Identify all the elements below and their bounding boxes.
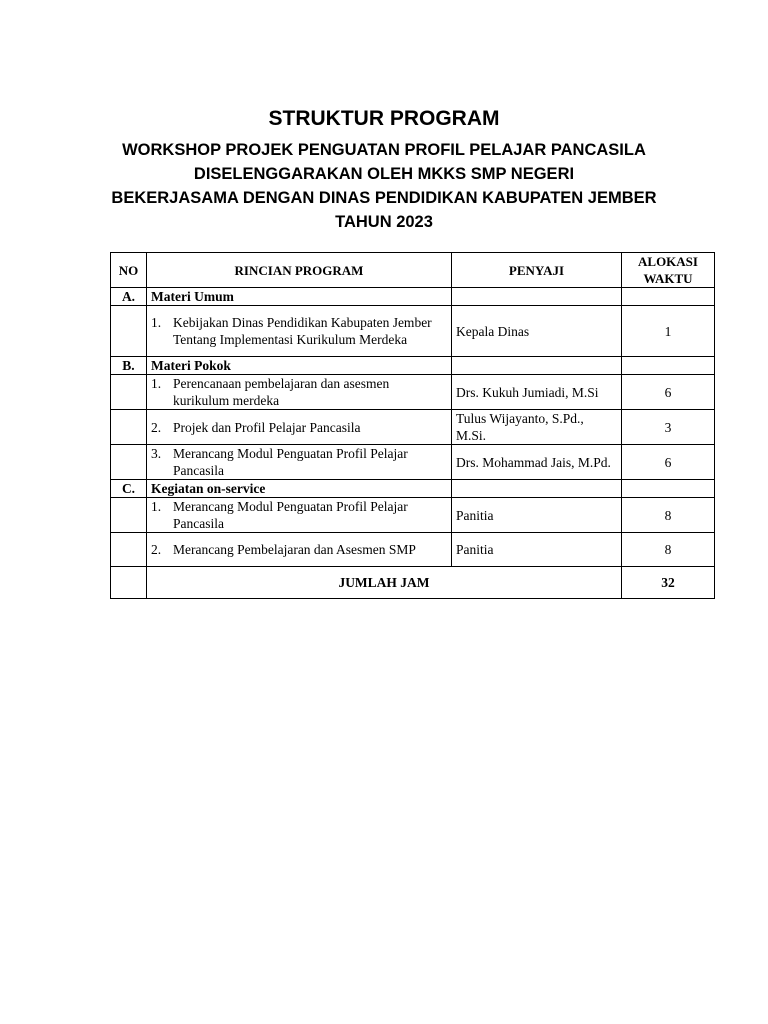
empty-cell: [111, 498, 147, 533]
document-heading: [0, 104, 768, 234]
empty-cell: [622, 288, 715, 306]
page-title: STRUKTUR PROGRAM: [268, 107, 500, 130]
table-row: [111, 533, 715, 567]
header-program: RINCIAN PROGRAM: [147, 253, 452, 288]
item-number: 2.: [151, 419, 162, 435]
empty-cell: [111, 445, 147, 480]
section-no: C.: [111, 480, 147, 498]
hours-cell: 8: [622, 498, 715, 533]
item-cell: [147, 533, 452, 567]
table-row: [111, 375, 715, 410]
item-number: 3.: [151, 446, 162, 461]
table-row: [111, 498, 715, 533]
header-time-line1: ALOKASI: [638, 254, 698, 269]
empty-cell: [111, 375, 147, 410]
header-time-line2: WAKTU: [643, 271, 693, 286]
section-row: [111, 480, 715, 498]
subtitle-line-1: WORKSHOP PROJEK PENGUATAN PROFIL PELAJAR PANCASILA: [122, 141, 646, 159]
item-text: Merancang Modul Penguatan Profil Pelajar Pancasila: [173, 446, 408, 478]
header-presenter: PENYAJI: [452, 253, 622, 288]
section-title: Materi Pokok: [147, 357, 452, 375]
presenter-cell: Drs. Kukuh Jumiadi, M.Si: [452, 375, 622, 410]
total-label: JUMLAH JAM: [147, 567, 622, 599]
item-text: Projek dan Profil Pelajar Pancasila: [173, 419, 361, 435]
presenter-cell: Kepala Dinas: [452, 306, 622, 357]
empty-cell: [452, 480, 622, 498]
section-no: B.: [111, 357, 147, 375]
empty-cell: [111, 410, 147, 445]
item-number: 1.: [151, 376, 162, 391]
subtitle-line-4: TAHUN 2023: [335, 213, 433, 231]
presenter-cell: Drs. Mohammad Jais, M.Pd.: [452, 445, 622, 480]
section-row: [111, 357, 715, 375]
header-time: [622, 253, 715, 288]
item-number: 1.: [151, 315, 162, 330]
section-no: A.: [111, 288, 147, 306]
table-row: [111, 306, 715, 357]
total-value: 32: [622, 567, 715, 599]
item-cell: [147, 410, 452, 445]
item-text: Merancang Pembelajaran dan Asesmen SMP: [173, 542, 416, 557]
header-no: NO: [111, 253, 147, 288]
hours-cell: 6: [622, 375, 715, 410]
hours-cell: 8: [622, 533, 715, 567]
table-row: [111, 410, 715, 445]
total-row: [111, 567, 715, 599]
subtitle-line-3: BEKERJASAMA DENGAN DINAS PENDIDIKAN KABUPATEN JEMBER: [111, 189, 657, 207]
presenter-cell: Panitia: [452, 498, 622, 533]
program-table: [110, 252, 715, 599]
item-text: Kebijakan Dinas Pendidikan Kabupaten Jember Tentang Implementasi Kurikulum Merdeka: [173, 315, 432, 347]
empty-cell: [111, 533, 147, 567]
item-cell: [147, 375, 452, 410]
empty-cell: [622, 480, 715, 498]
empty-cell: [452, 288, 622, 306]
item-number: 1.: [151, 499, 162, 514]
section-title: Kegiatan on-service: [147, 480, 452, 498]
table-row: [111, 445, 715, 480]
hours-cell: 6: [622, 445, 715, 480]
item-cell: [147, 306, 452, 357]
hours-cell: 3: [622, 410, 715, 445]
item-number: 2.: [151, 542, 162, 557]
table-header-row: [111, 253, 715, 288]
presenter-cell: Panitia: [452, 533, 622, 567]
subtitle-line-2: DISELENGGARAKAN OLEH MKKS SMP NEGERI: [193, 165, 575, 183]
item-cell: [147, 445, 452, 480]
empty-cell: [111, 567, 147, 599]
hours-cell: 1: [622, 306, 715, 357]
section-title: Materi Umum: [147, 288, 452, 306]
empty-cell: [452, 357, 622, 375]
item-cell: [147, 498, 452, 533]
item-text: Merancang Modul Penguatan Profil Pelajar Pancasila: [173, 499, 408, 531]
empty-cell: [111, 306, 147, 357]
section-row: [111, 288, 715, 306]
item-text: Perencanaan pembelajaran dan asesmen kurikulum merdeka: [173, 376, 390, 408]
presenter-cell: Tulus Wijayanto, S.Pd., M.Si.: [452, 410, 622, 445]
empty-cell: [622, 357, 715, 375]
